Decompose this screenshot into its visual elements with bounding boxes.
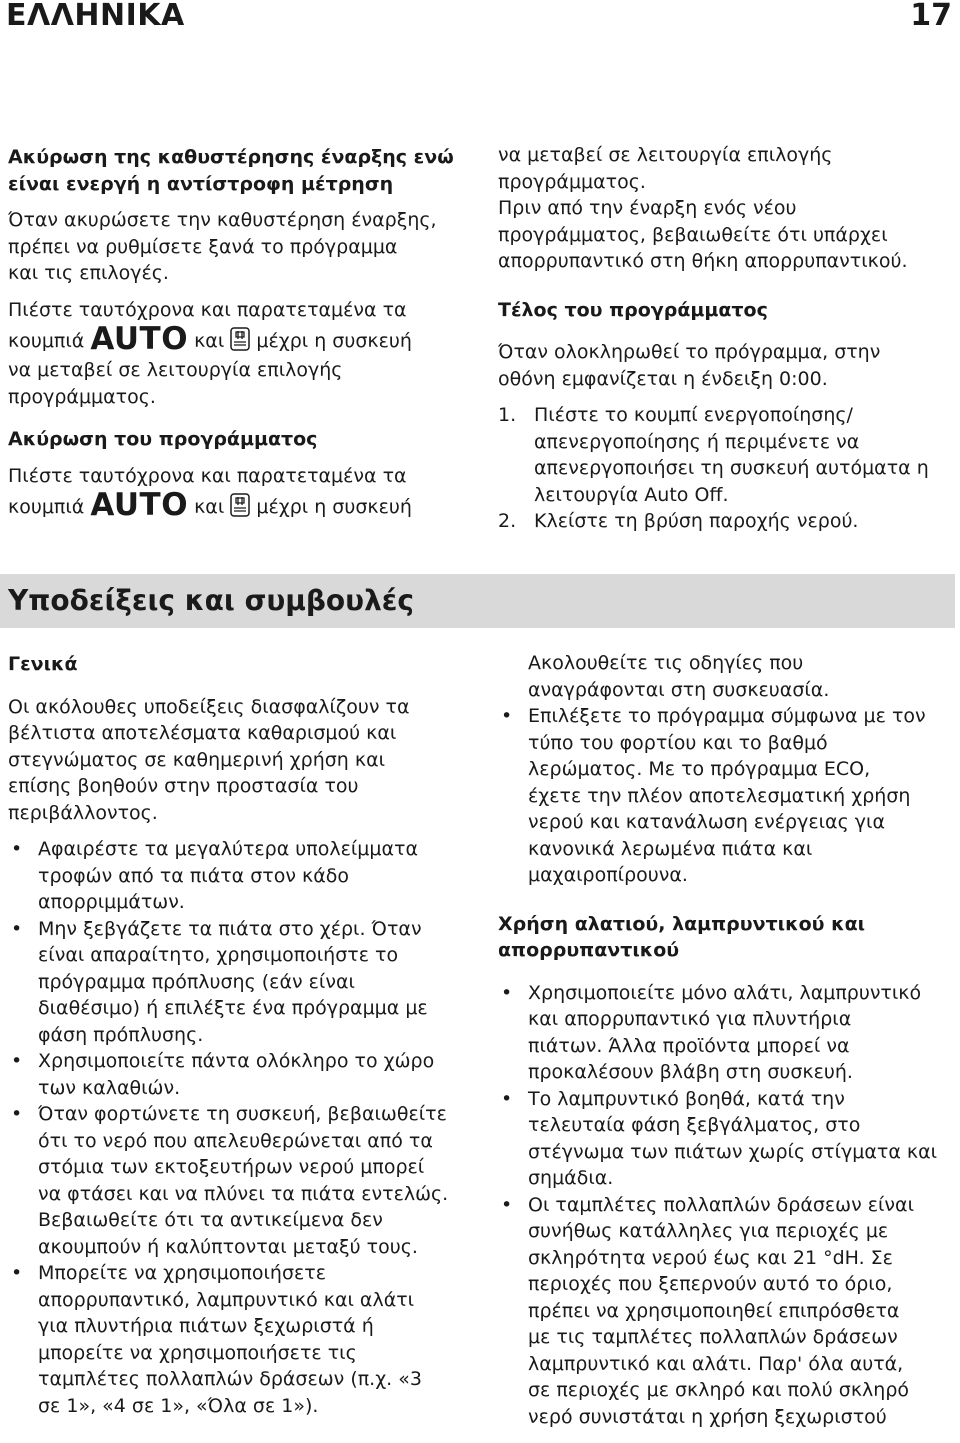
intro-text: Οι ακόλουθες υποδείξεις διασφαλίζουν τα: [8, 695, 410, 718]
press-instruction-line: να μεταβεί σε λειτουργία επιλογής: [8, 359, 343, 381]
tip-text: • Μπορείτε να χρησιμοποιήσετε: [38, 1262, 326, 1284]
press-instruction-line: [8, 323, 468, 357]
auto-button-label: AUTO: [90, 321, 189, 357]
tip-text: νερού και κατανάλωση ενέργειας για: [528, 811, 885, 833]
list-item: [498, 980, 956, 1086]
end-steps-list: [498, 402, 956, 535]
press-text: μέχρι η συσκευή: [256, 330, 412, 352]
press-text: και: [194, 330, 225, 352]
continued-text: Πριν από την έναρξη ενός νέου: [498, 197, 797, 219]
step-text: απενεργοποίησης ή περιμένετε να: [534, 430, 860, 453]
top-right-column: [498, 142, 956, 535]
continued-text: να μεταβεί σε λειτουργία επιλογής: [498, 144, 833, 166]
tip-text: στέγνωμα των πιάτων χωρίς στίγματα και: [528, 1140, 938, 1163]
tip-text: διαθέσιμο) ή επιλέξτε ένα πρόγραμμα με: [38, 997, 428, 1019]
cancel-delay-text-line: και τις επιλογές.: [8, 262, 169, 284]
salt-rinse-heading-line: απορρυπαντικού: [498, 939, 680, 961]
list-item: [8, 1260, 468, 1419]
salt-tips-list: [498, 980, 956, 1431]
tip-text: αναγράφονται στη συσκευασία.: [528, 678, 830, 701]
continued-text: προγράμματος, βεβαιωθείτε ότι υπάρχει: [498, 223, 888, 246]
section-title: Υποδείξεις και συμβουλές: [8, 584, 414, 617]
page-header-language: ΕΛΛΗΝΙΚΑ: [6, 0, 185, 33]
auto-button-label: AUTO: [90, 487, 189, 523]
cancel-delay-text-line: πρέπει να ρυθμίσετε ξανά το πρόγραμμα: [8, 235, 398, 258]
list-item: [498, 508, 956, 535]
list-item: [498, 703, 956, 889]
tip-text: συνήθως κατάλληλες για περιοχές με: [528, 1220, 889, 1242]
tip-text: • Μην ξεβγάζετε τα πιάτα στο χέρι. Όταν: [38, 917, 422, 940]
tip-text: • Όταν φορτώνετε τη συσκευή, βεβαιωθείτε: [38, 1103, 447, 1125]
step-text: Πιέστε το κουμπί ενεργοποίησης/: [534, 404, 853, 426]
tip-text: φάση πρόπλυσης.: [38, 1023, 204, 1046]
tip-text: απορριμμάτων.: [38, 891, 185, 913]
tip-text: • Αφαιρέστε τα μεγαλύτερα υπολείμματα: [38, 838, 418, 860]
list-item: [8, 836, 468, 916]
press-instruction-line: προγράμματος.: [8, 385, 156, 408]
step-number: 2.: [498, 510, 517, 532]
cancel-press-instruction: Πιέστε ταυτόχρονα και παρατεταμένα τα: [8, 464, 407, 487]
intro-text: στεγνώματος σε καθημερινή χρήση και: [8, 748, 386, 771]
tip-text: • Επιλέξετε το πρόγραμμα σύμφωνα με τον: [528, 705, 926, 727]
tips-list: [8, 836, 468, 1419]
tip-text: τροφών από τα πιάτα στον κάδο: [38, 864, 349, 887]
tip-text: ταμπλέτες πολλαπλών δράσεων (π.χ. «3: [38, 1368, 422, 1390]
step-text: λειτουργία Auto Off.: [534, 483, 729, 506]
tip-text: για πλυντήρια πιάτων ξεχωριστά ή: [38, 1315, 374, 1337]
end-of-program-text: Όταν ολοκληρωθεί το πρόγραμμα, στην: [498, 341, 881, 363]
tip-text: είναι απαραίτητο, χρησιμοποιήστε το: [38, 944, 399, 966]
tip-text: περιοχές που ξεπερνούν αυτό το όριο,: [528, 1273, 893, 1295]
bottom-right-column: [498, 650, 956, 1430]
section-title-band: [0, 574, 955, 628]
press-text: κουμπιά: [8, 496, 85, 518]
tip-text: λερώματος. Με το πρόγραμμα ECO,: [528, 758, 871, 780]
tip-text: στόμια των εκτοξευτήρων νερού μπορεί: [38, 1156, 425, 1178]
tip-text: τελευταία φάση ξεβγάλματος, στο: [528, 1114, 861, 1136]
top-left-column: [8, 144, 468, 523]
tip-text: σημάδια.: [528, 1167, 614, 1189]
tip-text: • Χρησιμοποιείτε πάντα ολόκληρο το χώρο: [38, 1050, 435, 1072]
tip-text: Ακολουθείτε τις οδηγίες που: [528, 652, 804, 674]
list-item: [8, 916, 468, 1049]
cancel-program-heading: Ακύρωση του προγράμματος: [8, 428, 318, 450]
tip-text: ακουμπούν ή καλύπτονται μεταξύ τους.: [38, 1235, 418, 1258]
general-heading: Γενικά: [8, 653, 78, 675]
cancel-press-instruction-line: [8, 489, 468, 523]
list-item: [498, 402, 956, 508]
list-item: [498, 1086, 956, 1192]
program-button-icon: [230, 493, 250, 517]
tip-text: να φτάσει και να πλύνει τα πιάτα εντελώς.: [38, 1182, 449, 1205]
page-number: 17: [910, 0, 952, 33]
tip-text: έχετε την πλέον αποτελεσματική χρήση: [528, 784, 911, 807]
tip-text: • Το λαμπρυντικό βοηθά, κατά την: [528, 1087, 845, 1110]
list-item: [8, 1048, 468, 1101]
list-item: [498, 1192, 956, 1431]
tip-text: Βεβαιωθείτε ότι τα αντικείμενα δεν: [38, 1209, 383, 1231]
press-text: και: [194, 496, 225, 518]
bottom-left-column: [8, 651, 468, 1419]
press-instruction: Πιέστε ταυτόχρονα και παρατεταμένα τα: [8, 298, 407, 321]
program-button-icon: [230, 327, 250, 351]
intro-text: περιβάλλοντος.: [8, 801, 158, 824]
cancel-delay-text: Όταν ακυρώσετε την καθυστέρηση έναρξης,: [8, 209, 437, 231]
tip-text: μπορείτε να χρησιμοποιήσετε τις: [38, 1341, 357, 1364]
step-text: απενεργοποιήσει τη συσκευή αυτόματα η: [534, 457, 929, 479]
cancel-delay-heading-line: είναι ενεργή η αντίστροφη μέτρηση: [8, 172, 394, 195]
end-of-program-text: οθόνη εμφανίζεται η ένδειξη 0:00.: [498, 367, 828, 390]
tip-text: κανονικά λερωμένα πιάτα και: [528, 837, 813, 860]
tip-text: νερό συνιστάται η χρήση ξεχωριστού: [528, 1405, 887, 1428]
tip-text: ότι το νερό που απελευθερώνεται από τα: [38, 1129, 433, 1152]
list-item: [8, 1101, 468, 1260]
tips-list-continued: [498, 650, 956, 889]
intro-text: επίσης βοηθούν στην προστασία του: [8, 775, 359, 797]
tip-text: • Οι ταμπλέτες πολλαπλών δράσεων είναι: [528, 1193, 915, 1216]
tip-text: λαμπρυντικό και αλάτι. Παρ' όλα αυτά,: [528, 1352, 904, 1375]
cancel-delay-heading: Ακύρωση της καθυστέρησης έναρξης ενώ: [8, 146, 454, 168]
tip-text: τύπο του φορτίου και το βαθμό: [528, 731, 828, 754]
end-of-program-heading: Τέλος του προγράμματος: [498, 298, 768, 321]
list-item-continued: [498, 650, 956, 703]
tip-text: και απορρυπαντικό για πλυντήρια: [528, 1008, 852, 1030]
tip-text: μαχαιροπίρουνα.: [528, 864, 688, 886]
tip-text: πρόγραμμα πρόπλυσης (εάν είναι: [38, 970, 355, 993]
tip-text: των καλαθιών.: [38, 1076, 181, 1099]
step-number: 1.: [498, 404, 517, 426]
press-text: κουμπιά: [8, 330, 85, 352]
tip-text: πιάτων. Άλλα προϊόντα μπορεί να: [528, 1034, 850, 1057]
tip-text: σε περιοχές με σκληρό και πολύ σκληρό: [528, 1379, 910, 1401]
salt-rinse-heading: Χρήση αλατιού, λαμπρυντικού και: [498, 912, 866, 935]
step-text: Κλείστε τη βρύση παροχής νερού.: [534, 510, 859, 532]
tip-text: σε 1», «4 σε 1», «Όλα σε 1»).: [38, 1394, 319, 1417]
tip-text: • Χρησιμοποιείτε μόνο αλάτι, λαμπρυντικό: [528, 981, 922, 1004]
press-text: μέχρι η συσκευή: [256, 496, 412, 518]
tip-text: προκαλέσουν βλάβη στη συσκευή.: [528, 1061, 853, 1083]
tip-text: απορρυπαντικό, λαμπρυντικό και αλάτι: [38, 1288, 415, 1311]
continued-text: απορρυπαντικό στη θήκη απορρυπαντικού.: [498, 250, 908, 272]
tip-text: με τις ταμπλέτες πολλαπλών δράσεων: [528, 1326, 898, 1348]
tip-text: πρέπει να χρησιμοποιηθεί επιπρόσθετα: [528, 1299, 900, 1322]
tip-text: σκληρότητα νερού έως και 21 °dH. Σε: [528, 1246, 893, 1269]
continued-text: προγράμματος.: [498, 170, 646, 193]
intro-text: βέλτιστα αποτελέσματα καθαρισμού και: [8, 722, 397, 744]
